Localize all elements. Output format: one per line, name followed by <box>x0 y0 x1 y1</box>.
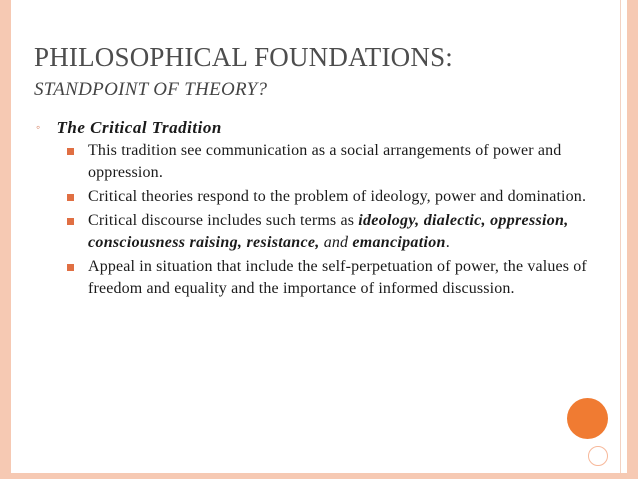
square-bullet-icon <box>67 264 74 271</box>
bullet-text-lead: Critical discourse includes such terms as <box>88 212 359 229</box>
decorative-outline-circle <box>588 446 608 466</box>
square-bullet-icon <box>67 194 74 201</box>
right-border-line <box>620 0 621 479</box>
bullet-text: This tradition see communication as a social arrangements of power and oppression. <box>88 142 562 181</box>
square-bullet-icon <box>67 218 74 225</box>
section-heading-text: The Critical Tradition <box>56 118 222 137</box>
section-heading <box>36 118 222 138</box>
bullet-item <box>60 140 605 184</box>
slide-subtitle: STANDPOINT OF THEORY? <box>34 79 268 100</box>
bullet-end: . <box>445 234 450 251</box>
bullet-key-terms: ideology, dialectic, oppression, consciousness raising, resistance, <box>88 212 569 251</box>
left-border-stripe <box>0 0 11 479</box>
bullet-list <box>60 140 605 302</box>
bullet-item <box>60 256 605 300</box>
square-bullet-icon <box>67 148 74 155</box>
bullet-text: Critical theories respond to the problem of ideology, power and domination. <box>88 188 587 205</box>
bottom-border-band <box>0 473 638 479</box>
ring-bullet-icon: ◦ <box>36 120 41 134</box>
bullet-last-term: emancipation <box>352 234 446 251</box>
slide-title: PHILOSOPHICAL FOUNDATIONS: <box>34 42 453 72</box>
bullet-item <box>60 186 605 208</box>
bullet-item <box>60 210 605 254</box>
bullet-and-word: and <box>319 234 353 251</box>
right-border-stripe <box>627 0 638 479</box>
decorative-orange-circle <box>567 398 608 439</box>
bullet-text: Appeal in situation that include the self-perpetuation of power, the values of freedom and equality and the importance of informed discussion. <box>88 258 587 297</box>
